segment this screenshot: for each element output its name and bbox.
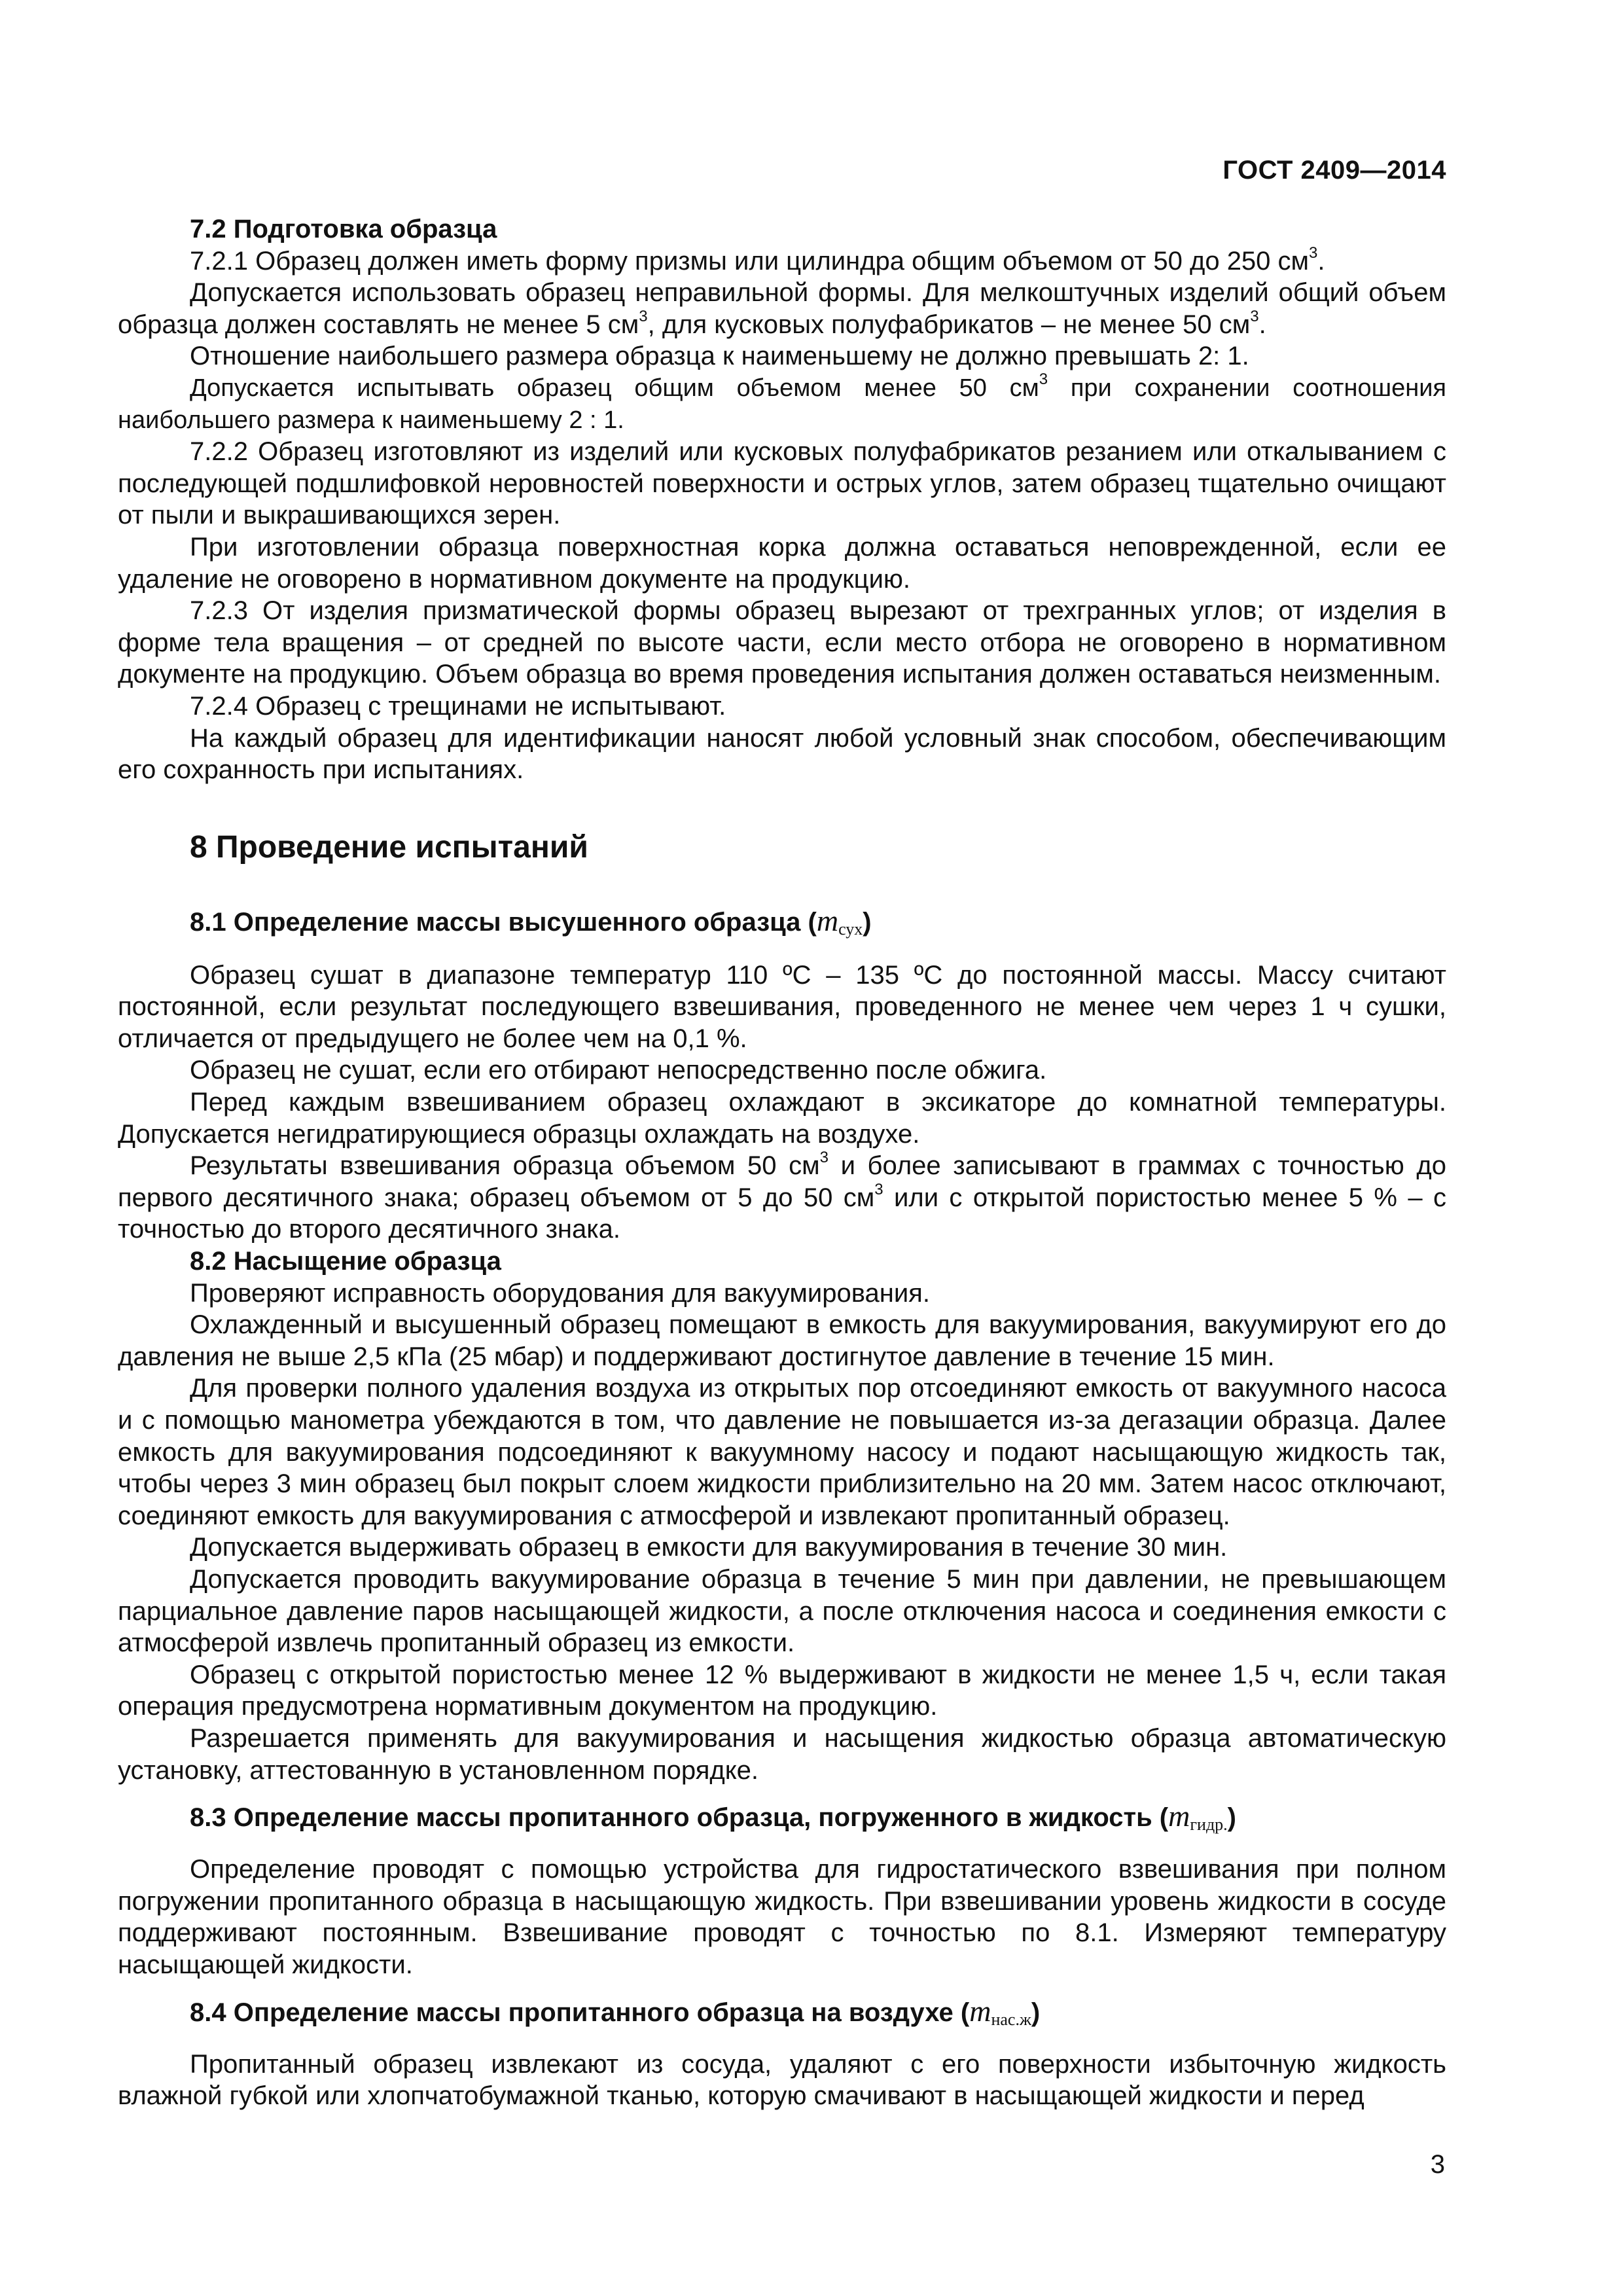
superscript: 3 — [874, 1180, 883, 1198]
section-8-4-title: 8.4 Определение массы пропитанного образца на воздухе $(m_{нас.ж})$ — [190, 1994, 1041, 2029]
superscript: 3 — [639, 307, 648, 325]
paragraph: Допускается испытывать образец общим объемом менее 50 $см^3$ при сохранении соотношения наибольшего размера к наименьшему 2 : 1. — [118, 370, 1446, 434]
superscript: 3 — [819, 1149, 829, 1167]
symbol-m: m — [816, 903, 839, 937]
paragraph: Отношение наибольшего размера образца к наименьшему не должно превышать 2: 1. — [190, 342, 1249, 371]
paragraph: Для проверки полного удаления воздуха из открытых пор отсоединяют емкость от вакуумного насоса и с помощью манометра убеждаются в том, что давление не повышается из-за дегазации образца. Далее емкость для вакуумирования подсоединяют к вакуумному насосу и подают насыщающую жидкость так, чтобы через 3 мин образец был покрыт слоем жидкости приблизительно на 20 мм. Затем насос отключают, соединяют емкость для вакуумирования с атмосферой и извлекают пропитанный образец. — [118, 1374, 1446, 1530]
paragraph: Допускается использовать образец неправильной формы. Для мелкоштучных изделий общий объем образца должен составлять не менее 5 $см^3$, для кусковых полуфабрикатов – не менее 50 $см^3$. — [118, 278, 1446, 339]
section-8-3-title: 8.3 Определение массы пропитанного образца, погруженного в жидкость $(m_{гидр.})$ — [190, 1799, 1236, 1835]
superscript: 3 — [1309, 243, 1318, 262]
superscript: 3 — [1250, 307, 1259, 325]
symbol-m: m — [969, 1994, 991, 2028]
paragraph: Результаты взвешивания образца объемом 50 $см^3$ и более записывают в граммах с точностью до первого десятичного знака; образец объемом от 5 до 50 $см^3$ или с открытой пористостью менее 5 % – с точностью до второго десятичного знака. — [118, 1149, 1446, 1244]
paragraph: Перед каждым взвешиванием образец охлаждают в эксикаторе до комнатной температуры. Допускается негидратирующиеся образцы охлаждать на воздухе. — [118, 1088, 1446, 1149]
document-code: ГОСТ 2409—2014 — [1222, 156, 1446, 185]
paragraph: На каждый образец для идентификации наносят любой условный знак способом, обеспечивающим его сохранность при испытаниях. — [118, 723, 1446, 785]
paragraph: 7.2.1 Образец должен иметь форму призмы или цилиндра общим объемом от 50 до 250 $см^3$. — [190, 243, 1325, 276]
paragraph: Пропитанный образец извлекают из сосуда, удаляют с его поверхности избыточную жидкость влажной губкой или хлопчатобумажной тканью, которую смачивают в насыщающей жидкости и перед — [118, 2049, 1446, 2111]
page-number: 3 — [1430, 2150, 1445, 2179]
paragraph: Образец не сушат, если его отбирают непосредственно после обжига. — [190, 1056, 1047, 1085]
paragraph: Разрешается применять для вакуумирования и насыщения жидкостью образца автоматическую установку, аттестованную в установленном порядке. — [118, 1723, 1446, 1785]
paragraph: Допускается проводить вакуумирование образца в течение 5 мин при давлении, не превышающем парциальное давление паров насыщающей жидкости, а после отключения насоса и соединения емкости с атмосферой извлечь пропитанный образец из емкости. — [118, 1564, 1446, 1658]
paragraph: 7.2.3 От изделия призматической формы образец вырезают от трехгранных углов; от изделия в форме тела вращения – от средней по высоте части, если место отбора не оговорено в нормативном документе на продукцию. Объем образца во время проведения испытания должен оставаться неизменным. — [118, 596, 1446, 689]
section-8-1-title: 8.1 Определение массы высушенного образца $(m_{сух})$ — [190, 903, 872, 939]
paragraph: 7.2.4 Образец с трещинами не испытывают. — [190, 691, 726, 721]
section-8-2-title: 8.2 Насыщение образца — [190, 1247, 501, 1276]
subscript: сух — [838, 919, 863, 939]
subscript: нас.ж — [991, 2009, 1031, 2029]
section-7-2-title: 7.2 Подготовка образца — [190, 215, 497, 243]
superscript: 3 — [1039, 370, 1048, 388]
paragraph: Образец с открытой пористостью менее 12 % выдерживают в жидкости не менее 1,5 ч, если такая операция предусмотрена нормативным документом на продукцию. — [118, 1660, 1446, 1721]
subscript: гидр. — [1190, 1815, 1228, 1835]
symbol-m: m — [1168, 1799, 1190, 1833]
page-content — [118, 213, 1446, 2112]
paragraph: Проверяют исправность оборудования для вакуумирования. — [190, 1278, 930, 1308]
paragraph: Определение проводят с помощью устройства для гидростатического взвешивания при полном погружении пропитанного образца в насыщающую жидкость. При взвешивании уровень жидкости в сосуде поддерживают постоянным. Взвешивание проводят с точностью по 8.1. Измеряют температуру насыщающей жидкости. — [118, 1855, 1446, 1979]
paragraph: 7.2.2 Образец изготовляют из изделий или кусковых полуфабрикатов резанием или откалыванием с последующей подшлифовкой неровностей поверхности и острых углов, затем образец тщательно очищают от пыли и выкрашивающихся зерен. — [118, 437, 1446, 530]
section-8-title: 8 Проведение испытаний — [190, 829, 588, 865]
paragraph: При изготовлении образца поверхностная корка должна оставаться неповрежденной, если ее удаление не оговорено в нормативном документе на продукцию. — [118, 532, 1446, 594]
paragraph: Образец сушат в диапазоне температур 110 ºС – 135 ºС до постоянной массы. Массу считают постоянной, если результат последующего взвешивания, проведенного не менее чем через 1 ч сушки, отличается от предыдущего не более чем на 0,1 %. — [118, 960, 1446, 1053]
paragraph: Охлажденный и высушенный образец помещают в емкость для вакуумирования, вакуумируют его до давления не выше 2,5 кПа (25 мбар) и поддерживают достигнутое давление в течение 15 мин. — [118, 1310, 1446, 1371]
paragraph: Допускается выдерживать образец в емкости для вакуумирования в течение 30 мин. — [190, 1533, 1228, 1562]
